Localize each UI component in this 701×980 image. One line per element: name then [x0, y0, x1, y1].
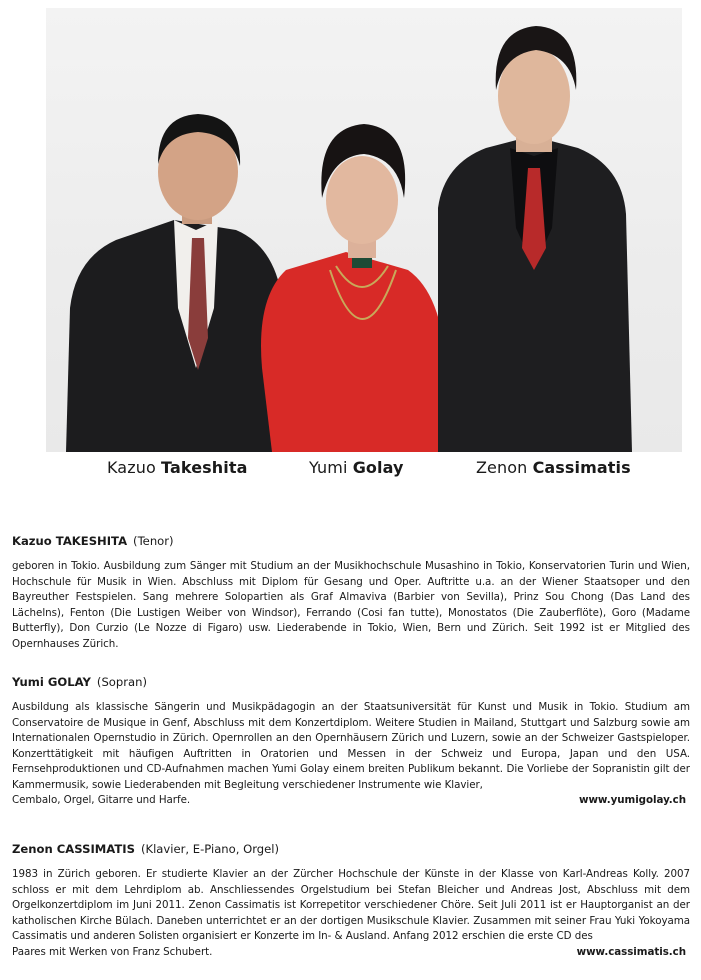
person-right	[438, 26, 632, 452]
bio-role: (Klavier, E-Piano, Orgel)	[140, 842, 280, 856]
group-photo	[46, 8, 682, 452]
caption-zenon: Zenon Cassimatis	[476, 458, 631, 477]
bio-text: 1983 in Zürich geboren. Er studierte Klavier an der Zürcher Hochschule der Künste in der Klasse von Karl-Andreas Kolly. 2007 schloss er mit dem Lehrdiplom ab. Anschliessendes Orgelstudium bei Stefan Bleicher und Andreas Jost, Abschluss mit dem Orgelkonzertdiplom im Juni 2011. Zenon Cassimatis ist Korrepetitor verschiedener Chöre. Seit Juli 2011 ist er Hauptorganist an der katholischen Kirche Bülach. Daneben unterrichtet er an der dortigen Musikschule Klavier. Zusammen mit seiner Frau Yuki Yokoyama Cassimatis und anderen Solisten organisiert er Konzerte im In- & Ausland. Anfang 2012 erschien die erste CD des Paares mit Werken von Franz Schubert. www.cassimatis.ch	[12, 867, 690, 960]
bio-role: (Tenor)	[133, 534, 174, 548]
bio-name: Kazuo TAKESHITA	[12, 534, 128, 548]
bio-zenon	[12, 842, 690, 960]
caption-kazuo: Kazuo Takeshita	[107, 458, 248, 477]
bio-heading	[12, 534, 690, 549]
website-link[interactable]: www.yumigolay.ch	[578, 794, 686, 806]
bio-yumi	[12, 675, 690, 809]
person-left	[66, 114, 284, 452]
photo-captions	[0, 458, 701, 484]
bio-name: Zenon CASSIMATIS	[12, 842, 135, 856]
person-center	[261, 124, 446, 452]
bio-kazuo	[12, 534, 690, 652]
bio-last-line: Paares mit Werken von Franz Schubert. www.cassimatis.ch	[12, 945, 690, 961]
caption-yumi: Yumi Golay	[309, 458, 404, 477]
website-link[interactable]: www.cassimatis.ch	[576, 945, 686, 958]
bio-role: (Sopran)	[96, 675, 147, 689]
bio-heading	[12, 842, 690, 857]
bio-text: Ausbildung als klassische Sängerin und Musikpädagogin an der Staatsuniversität für Kunst und Musik in Tokio. Studium am Conservatoire de Musique in Genf, Abschluss mit dem Konzertdiplom. Weitere Studien in Mailand, Stuttgart und Salzburg sowie am Internationalen Opernstudio in Zürich. Opernrollen an den Opernhäusern Zürich und Luzern, sowie an der Schweizer Gastspieloper. Konzerttätigkeit mit häufigen Auftritten in Oratorien und Messen in der Schweiz und Europa, Japan und den USA. Fernsehproduktionen und CD-Aufnahmen machen Yumi Golay einem breiten Publikum bekannt. Die Vorliebe der Sopranistin gilt der Kammermusik, sowie Liederabenden mit Begleitung verschiedener Instrumente wie Klavier, Cembalo, Orgel, Gitarre und Harfe. www.yumigolay.ch	[12, 700, 690, 809]
bio-heading	[12, 675, 690, 690]
bio-last-line: Cembalo, Orgel, Gitarre und Harfe. www.yumigolay.ch	[12, 793, 690, 809]
bio-name: Yumi GOLAY	[12, 675, 91, 689]
bio-text: geboren in Tokio. Ausbildung zum Sänger mit Studium an der Musikhochschule Musashino in Tokio, Konservatorien Turin und Wien, Hochschule für Musik in Wien. Abschluss mit Diplom für Gesang und Oper. Auftritte u.a. an der Wiener Staatsoper und den Bayreuther Festspielen. Sang mehrere Solopartien als Graf Almaviva (Barbier von Sevilla), Prinz Sou Chong (Das Land des Lächelns), Fenton (Die Lustigen Weiber von Windsor), Ferrando (Cosi fan tutte), Monostatos (Die Zauberflöte), Goro (Madame Butterfly), Don Curzio (Le Nozze di Figaro) usw. Liederabende in Tokio, Wien, Bern und Zürich. Seit 1992 ist er Mitglied des Opernhauses Zürich.	[12, 560, 690, 650]
